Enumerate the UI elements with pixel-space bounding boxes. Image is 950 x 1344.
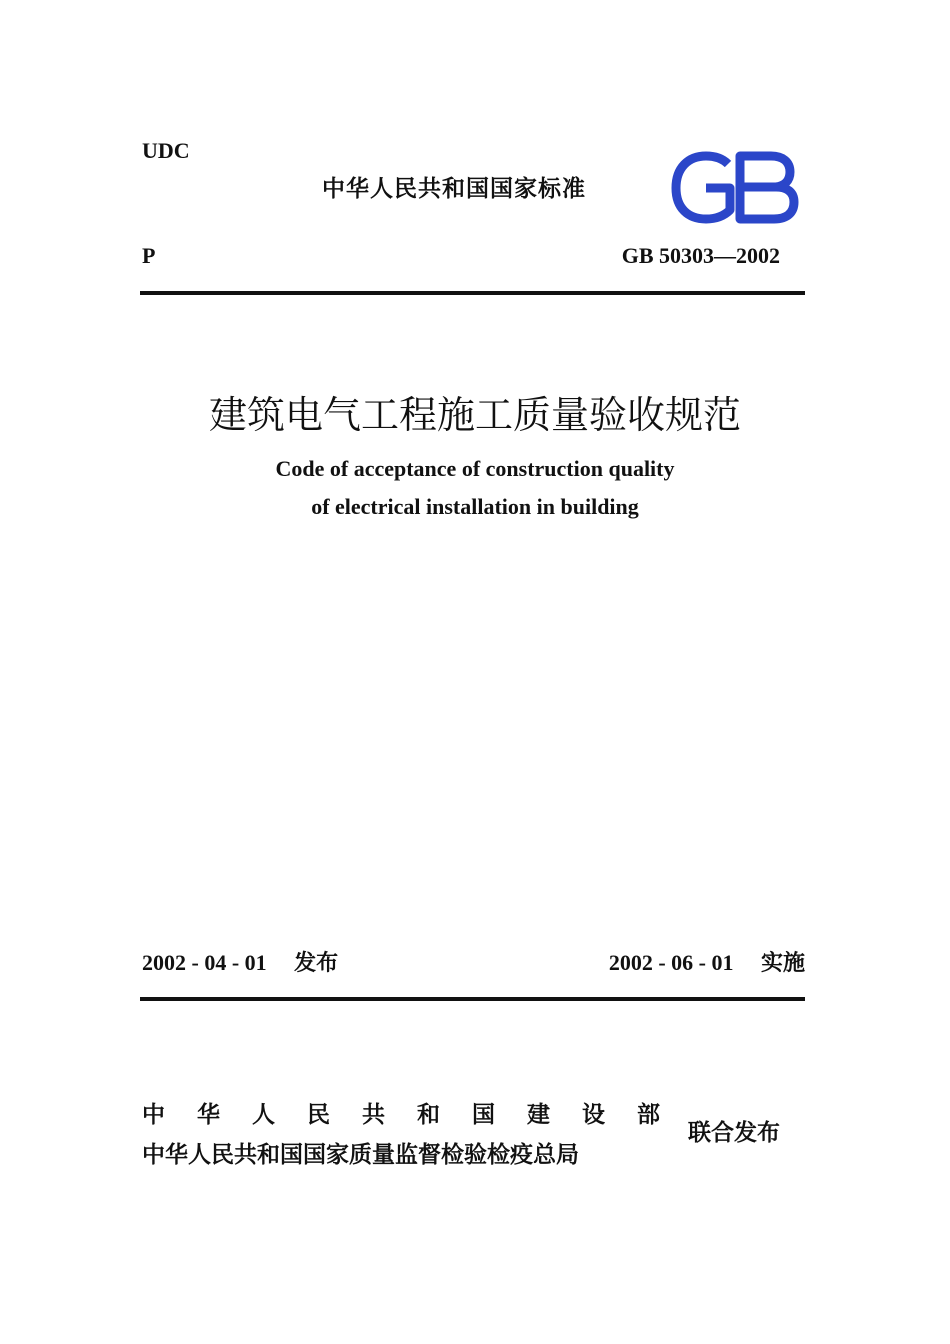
- title-chinese: 建筑电气工程施工质量验收规范: [208, 393, 741, 437]
- issuer-char: 和: [417, 1102, 440, 1128]
- classification-code: P: [142, 243, 156, 268]
- udc-label: UDC: [142, 138, 190, 163]
- effective-date: 2002 - 06 - 01: [608, 950, 734, 975]
- issuer-char: 国: [472, 1102, 495, 1128]
- issue-date: 2002 - 04 - 01: [142, 950, 267, 975]
- issuer-char: 中: [142, 1102, 165, 1128]
- gb-logo-graphic: [670, 150, 800, 225]
- issuer-char: 部: [637, 1102, 660, 1128]
- national-standard-heading: 中华人民共和国国家标准: [322, 176, 586, 202]
- effective-date-row: [609, 946, 805, 977]
- standard-number: GB 50303—2002: [621, 243, 780, 268]
- header-divider: [140, 291, 805, 295]
- issuer-ministry: [142, 1096, 660, 1129]
- effective-label: 实施: [760, 951, 805, 976]
- issue-date-row: [142, 946, 338, 977]
- issuer-char: 共: [362, 1102, 385, 1128]
- issuer-char: 华: [197, 1102, 220, 1128]
- issuer-char: 民: [307, 1102, 330, 1128]
- gb-logo: [670, 150, 800, 225]
- issuer-administration: 中华人民共和国国家质量监督检验检疫总局: [142, 1142, 579, 1168]
- issuer-char: 建: [527, 1102, 550, 1128]
- title-english-line2: of electrical installation in building: [311, 494, 639, 519]
- issuer-char: 设: [582, 1102, 605, 1128]
- issue-label: 发布: [294, 951, 339, 976]
- joint-issue-label: 联合发布: [688, 1120, 780, 1146]
- issuer-char: 人: [252, 1102, 275, 1128]
- footer-divider: [140, 997, 805, 1001]
- title-english-line1: Code of acceptance of construction quality: [275, 456, 675, 481]
